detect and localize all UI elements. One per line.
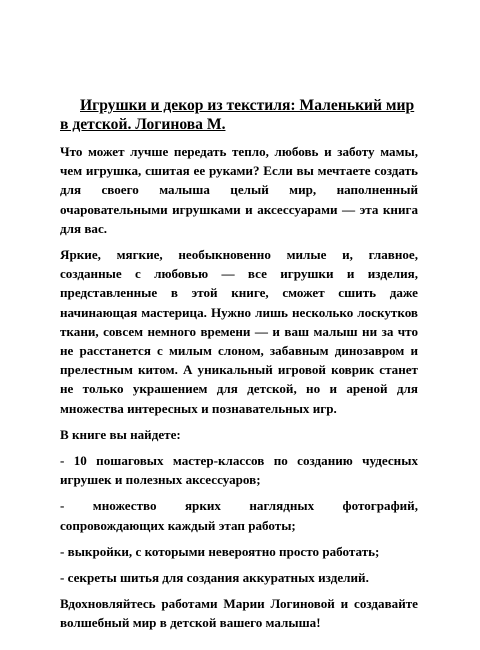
document-title: Игрушки и декор из текстиля: Маленький мир в детской. Логинова М. xyxy=(60,97,415,133)
intro-paragraph: Что может лучше передать тепло, любовь и заботу мамы, чем игрушка, сшитая ее руками? Если вы мечтаете создать для своего малыша целый мир, наполненный очаровательными игрушками и аксессуарами — эта книга для вас. xyxy=(60,144,418,236)
description-paragraph: Яркие, мягкие, необыкновенно милые и, главное, созданные с любовью — все игрушки и изделия, представленные в этой книге, сможет сшить даже начинающая мастерица. Нужно лишь несколько лоскутков ткани, совсем немного времени — и ваш малыш ни за что не расстанется с милым слоном, забавным динозавром и прелестным китом. А уникальный игровой коврик станет не только украшением для детской, но и ареной для множества интересных и познавательных игр. xyxy=(60,247,418,416)
list-item: - секреты шитья для создания аккуратных изделий. xyxy=(60,570,369,586)
list-heading: В книге вы найдете: xyxy=(60,426,181,442)
list-item: - выкройки, с которыми невероятно просто работать; xyxy=(60,543,380,559)
closing-paragraph: Вдохновляйтесь работами Марии Логиновой и создавайте волшебный мир в детской вашего малыша! xyxy=(60,596,418,631)
list-item: - 10 пошаговых мастер-классов по созданию чудесных игрушек и полезных аксессуаров; xyxy=(60,453,418,488)
list-item: - множество ярких наглядных фотографий, сопровождающих каждый этап работы; xyxy=(60,498,418,533)
document-page xyxy=(60,96,418,640)
